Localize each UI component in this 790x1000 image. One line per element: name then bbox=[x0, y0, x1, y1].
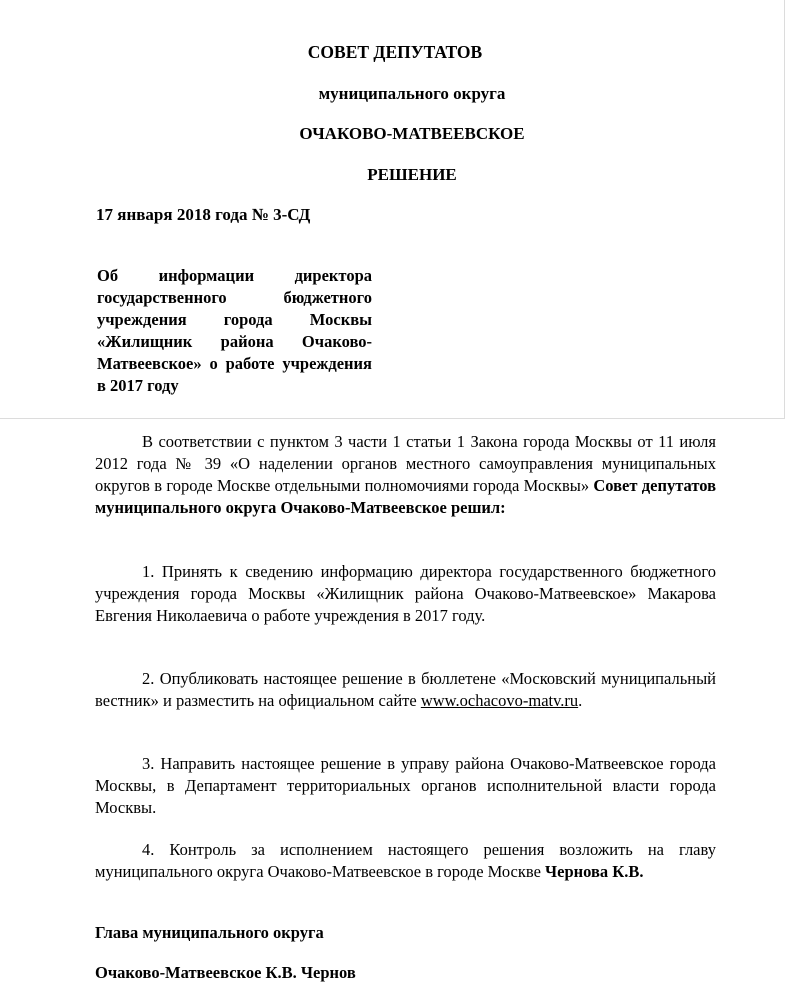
item-3: 3. Направить настоящее решение в управу района Очаково-Матвеевское города Москвы, в Департамент территориальных органов исполнительной власти города Москвы. bbox=[95, 754, 716, 817]
preamble-text: В соответствии с пунктом 3 части 1 статьи 1 Закона города Москвы от 11 июля 2012 года № 39 «О наделении органов местного самоуправления муниципальных округов в городе Москве отдельными полномочиями города Москвы» bbox=[95, 432, 716, 495]
decision-date-number: 17 января 2018 года № 3-СД bbox=[96, 205, 311, 224]
item-2 bbox=[95, 668, 716, 712]
item-4-responsible: Чернова К.В. bbox=[545, 862, 644, 881]
item-2-end: . bbox=[578, 691, 583, 710]
official-site-link[interactable]: www.ochacovo-matv.ru bbox=[420, 691, 579, 710]
municipal-district-label: муниципального округа bbox=[318, 84, 506, 103]
council-title: СОВЕТ ДЕПУТАТОВ bbox=[307, 42, 483, 62]
signature-name: Очаково-Матвеевское К.В. Чернов bbox=[95, 963, 356, 982]
document-type: РЕШЕНИЕ bbox=[367, 165, 457, 184]
item-1: 1. Принять к сведению информацию директора государственного бюджетного учреждения города Москвы «Жилищник района Очаково-Матвеевское» Макарова Евгения Николаевича о работе учреждения в 2017 году. bbox=[95, 562, 716, 625]
signature-title: Глава муниципального округа bbox=[95, 923, 324, 942]
preamble-paragraph bbox=[95, 431, 716, 519]
item-4 bbox=[95, 839, 716, 883]
preamble-resolution: Совет депутатов муниципального округа Очаково-Матвеевское решил: bbox=[95, 476, 716, 517]
item-2-text: 2. Опубликовать настоящее решение в бюллетене «Московский муниципальный вестник» и разместить на официальном сайте bbox=[95, 669, 716, 710]
decision-subject: Об информации директора государственного бюджетного учреждения города Москвы «Жилищник района Очаково-Матвеевское» о работе учреждения в 2017 году bbox=[97, 266, 372, 395]
page-edge-bottom bbox=[0, 418, 785, 419]
district-name: ОЧАКОВО-МАТВЕЕВСКОЕ bbox=[299, 124, 525, 143]
item-4-text: 4. Контроль за исполнением настоящего решения возложить на главу муниципального округа Очаково-Матвеевское в городе Москве bbox=[95, 840, 716, 881]
